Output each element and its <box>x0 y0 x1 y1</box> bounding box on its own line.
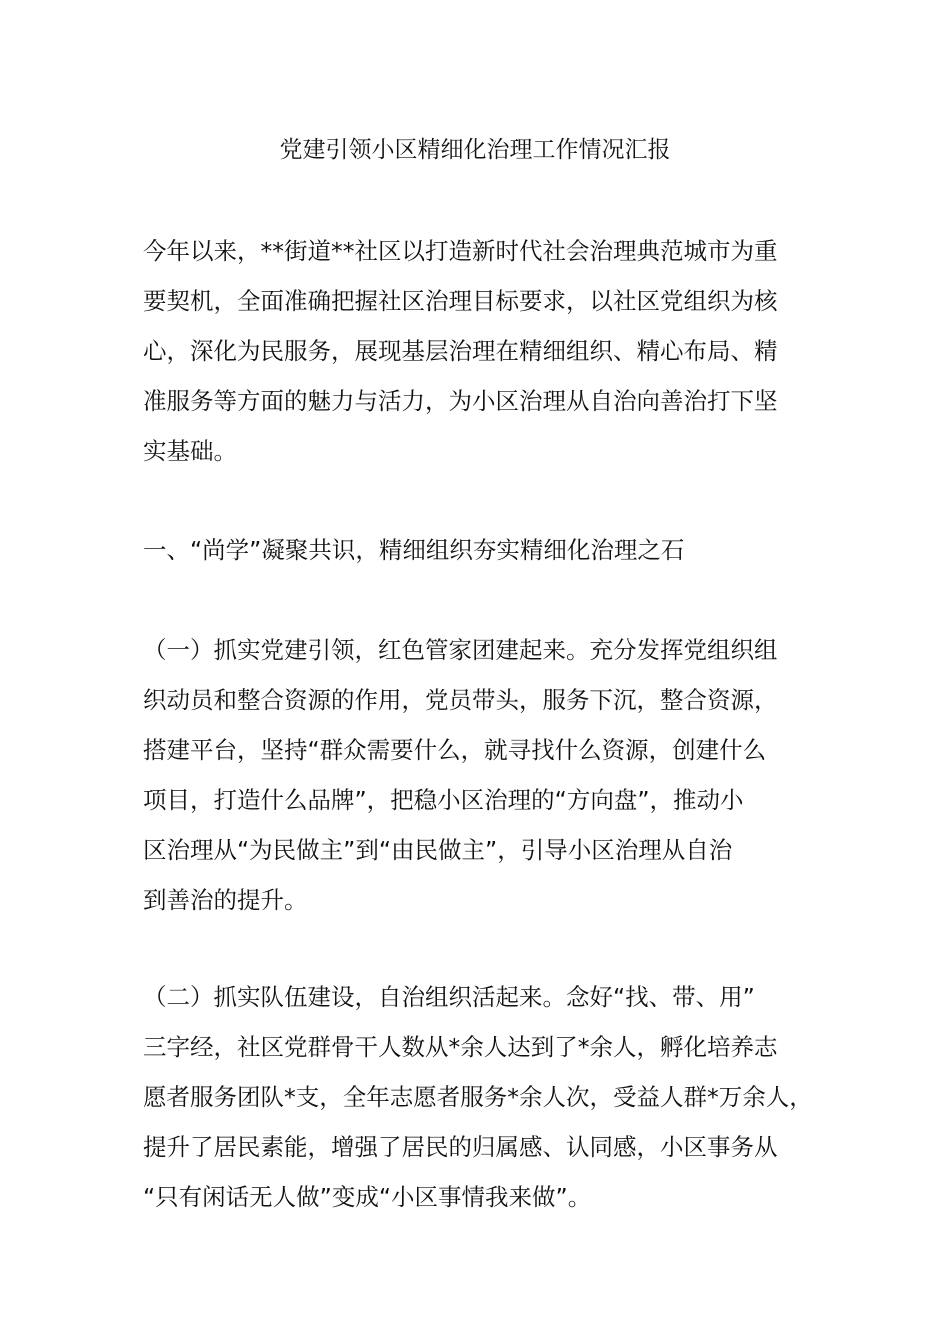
paragraph-line: 愿者服务团队*支，全年志愿者服务*余人次，受益人群*万余人， <box>143 1083 813 1111</box>
paragraph-line: 准服务等方面的魅力与活力，为小区治理从自治向善治打下坚 <box>143 387 778 415</box>
section-heading <box>143 525 823 575</box>
paragraph-line: 搭建平台，坚持“群众需要什么，就寻找什么资源，创建什么 <box>143 736 767 764</box>
paragraph-line: 要契机，全面准确把握社区治理目标要求，以社区党组织为核 <box>143 287 778 315</box>
item2-paragraph <box>143 972 823 1222</box>
intro-paragraph <box>143 226 823 476</box>
paragraph-line: “只有闲话无人做”变成“小区事情我来做”。 <box>143 1183 592 1211</box>
paragraph-line: 项目，打造什么品牌”，把稳小区治理的“方向盘”，推动小 <box>143 786 744 814</box>
paragraph-line: 区治理从“为民做主”到“由民做主”，引导小区治理从自治 <box>143 836 733 864</box>
paragraph-line: 今年以来，**街道**社区以打造新时代社会治理典范城市为重 <box>143 237 778 265</box>
paragraph-line: 三字经，社区党群骨干人数从*余人达到了*余人，孵化培养志 <box>143 1033 778 1061</box>
item1-paragraph <box>143 625 823 925</box>
heading-line: 一、“尚学”凝聚共识，精细组织夯实精细化治理之石 <box>143 536 685 564</box>
document-title: 党建引领小区精细化治理工作情况汇报 <box>279 137 671 163</box>
paragraph-line: 实基础。 <box>143 437 237 465</box>
paragraph-line: 织动员和整合资源的作用，党员带头，服务下沉，整合资源， <box>143 686 778 714</box>
paragraph-line: （一）抓实党建引领，红色管家团建起来。充分发挥党组织组 <box>143 636 778 664</box>
paragraph-line: （二）抓实队伍建设，自治组织活起来。念好“找、带、用” <box>143 983 755 1011</box>
paragraph-line: 提升了居民素能，增强了居民的归属感、认同感，小区事务从 <box>143 1133 778 1161</box>
paragraph-line: 到善治的提升。 <box>143 886 308 914</box>
paragraph-line: 心，深化为民服务，展现基层治理在精细组织、精心布局、精 <box>143 337 778 365</box>
